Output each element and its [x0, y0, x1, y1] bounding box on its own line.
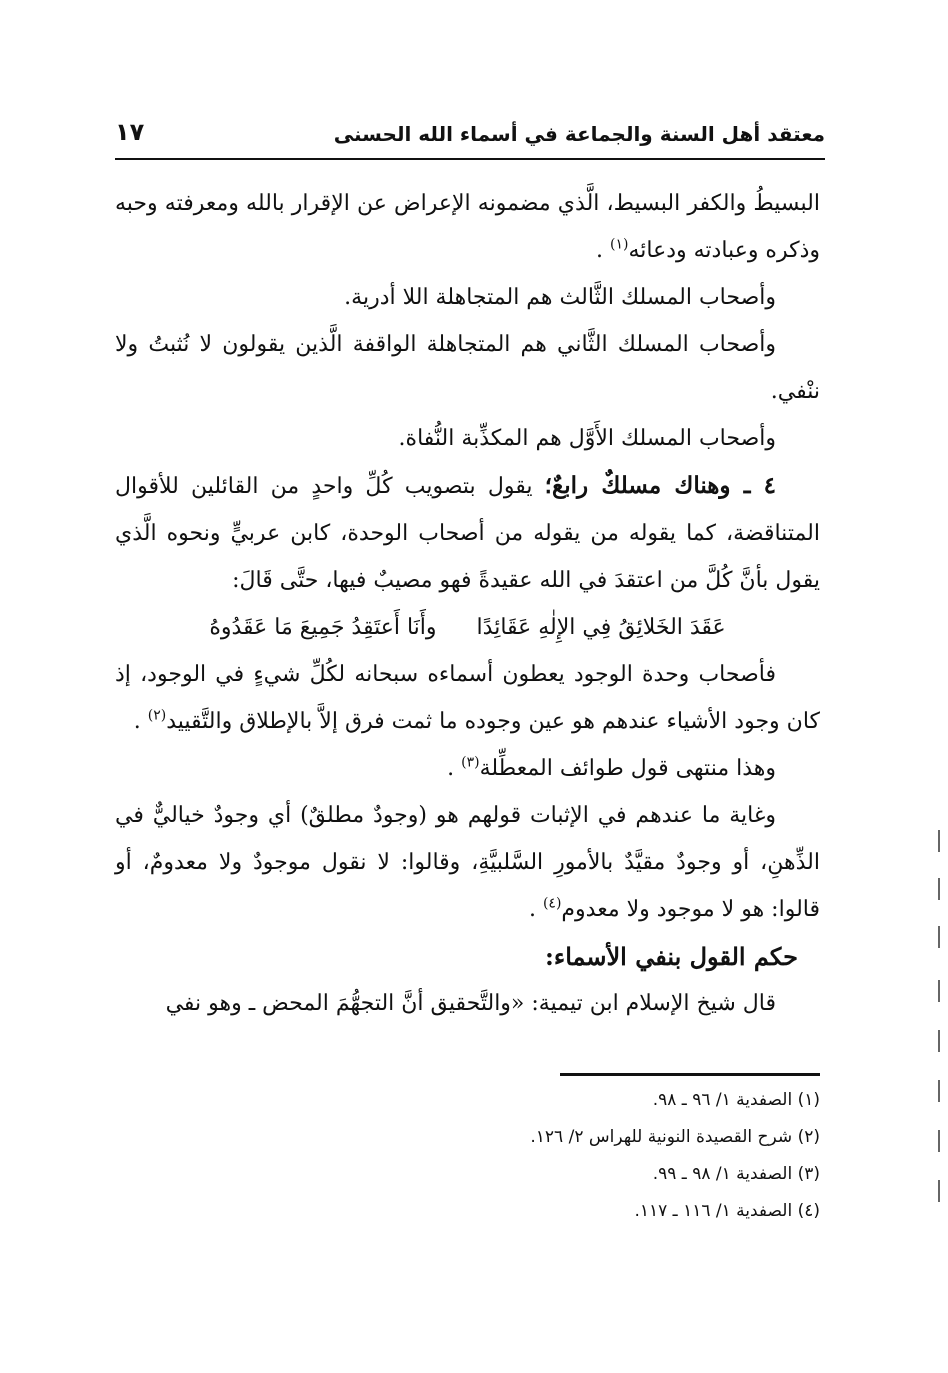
- main-text: [115, 180, 820, 1027]
- scan-mark: [938, 1030, 940, 1052]
- footnote-text: الصفدية ١/ ٩٦ ـ ٩٨.: [652, 1090, 793, 1110]
- scan-edge-marks: [938, 830, 942, 1230]
- section-heading: حكم القول بنفي الأسماء:: [545, 942, 798, 971]
- paragraph: وأصحاب المسلك الأَوَّل هم المكذِّبة النُّفاة.: [398, 426, 776, 451]
- paragraph: [115, 462, 820, 604]
- footnote-ref[interactable]: (٢): [147, 707, 167, 724]
- footnote-divider: [560, 1073, 820, 1076]
- footnote-text: شرح القصيدة النونية للهراس ٢/ ١٢٦.: [530, 1127, 793, 1147]
- footnote-item: [300, 1082, 820, 1119]
- page-number: ١٧: [115, 118, 145, 146]
- footnote-text: الصفدية ١/ ٩٨ ـ ٩٩.: [652, 1164, 793, 1184]
- running-header: [115, 112, 825, 156]
- footnote-number: (٣): [797, 1164, 820, 1184]
- footnote-number: (٢): [797, 1127, 820, 1147]
- inline-heading: ٤ ـ وهناك مسلكٌ رابعٌ؛: [544, 472, 777, 499]
- paragraph-text: وهذا منتهى قول طوائف المعطِّلة: [479, 756, 776, 781]
- footnote-number: (٤): [797, 1201, 820, 1221]
- paragraph: وأصحاب المسلك الثَّالث هم المتجاهلة اللا أدرية.: [344, 285, 776, 310]
- paragraph-end: .: [528, 897, 536, 922]
- header-divider: [115, 158, 825, 160]
- paragraph: وأصحاب المسلك الثَّاني هم المتجاهلة الواقفة الَّذين يقولون لا نُثبتُ ولا ننْفي.: [115, 332, 820, 404]
- paragraph-end: .: [596, 238, 603, 263]
- paragraph: قال شيخ الإسلام ابن تيمية: «والتَّحقيق أنَّ التجهُّمَ المحض ـ وهو نفي: [165, 991, 776, 1016]
- footnotes: [300, 1082, 820, 1230]
- scan-mark: [938, 830, 940, 852]
- footnote-item: [300, 1193, 820, 1230]
- poetry-verse: [115, 604, 820, 651]
- footnote-ref[interactable]: (٤): [542, 895, 562, 912]
- scan-mark: [938, 1130, 940, 1152]
- footnote-ref[interactable]: (١): [610, 236, 629, 253]
- scan-mark: [938, 1180, 940, 1202]
- paragraph-text: وغاية ما عندهم في الإثبات قولهم هو (وجودٌ مطلقٌ) أي وجودٌ خياليٌّ في الذِّهنِ، أو وجودٌ مقيَّدٌ بالأمورِ السَّلبيَّةِ، وقالوا: لا نقول موجودٌ ولا معدومٌ، أو قالوا: هو لا موجود ولا معدوم: [115, 803, 820, 922]
- scan-mark: [938, 980, 940, 1002]
- footnote-item: [300, 1156, 820, 1193]
- scan-mark: [938, 1080, 940, 1102]
- scan-mark: [938, 878, 940, 900]
- paragraph-end: .: [133, 709, 141, 734]
- footnote-number: (١): [797, 1090, 820, 1110]
- scan-mark: [938, 926, 940, 948]
- footnote-ref[interactable]: (٣): [461, 754, 480, 771]
- paragraph: [115, 745, 820, 792]
- paragraph-text: يقول بتصويب كُلِّ واحدٍ من القائلين للأقوال المتناقضة، كما يقوله من يقوله من أصحاب الوحدة، كابن عربيٍّ ونحوه الَّذي يقول بأنَّ كُلَّ من اعتقدَ في الله عقيدةً فهو مصيبٌ فيها، حتَّى قَالَ:: [115, 474, 820, 593]
- footnote-item: [300, 1119, 820, 1156]
- verse-first-hemistich: عَقَدَ الخَلائِقُ فِي الإِلٰهِ عَقَائِدًا: [476, 615, 726, 640]
- paragraph-text: فأصحاب وحدة الوجود يعطون أسماءه سبحانه لكُلِّ شيءٍ في الوجود، إذ كان وجود الأشياء عندهم هو عين وجوده ما ثمت فرق إلاَّ بالإطلاق والتَّقييد: [115, 662, 820, 734]
- paragraph-text: البسيطُ والكفر البسيط، الَّذي مضمونه الإعراض عن الإقرار بالله ومعرفته وحبه وذكره وعبادته ودعائه: [115, 191, 820, 263]
- verse-second-hemistich: وأَنَا أَعتَقِدُ جَمِيعَ مَا عَقَدُوهُ: [209, 615, 437, 640]
- paragraph-end: .: [447, 756, 455, 781]
- paragraph: [115, 792, 820, 933]
- paragraph: [115, 651, 820, 745]
- footnote-text: الصفدية ١/ ١١٦ ـ ١١٧.: [634, 1201, 793, 1221]
- book-title: معتقد أهل السنة والجماعة في أسماء الله الحسنى: [333, 122, 825, 146]
- paragraph: [115, 180, 820, 274]
